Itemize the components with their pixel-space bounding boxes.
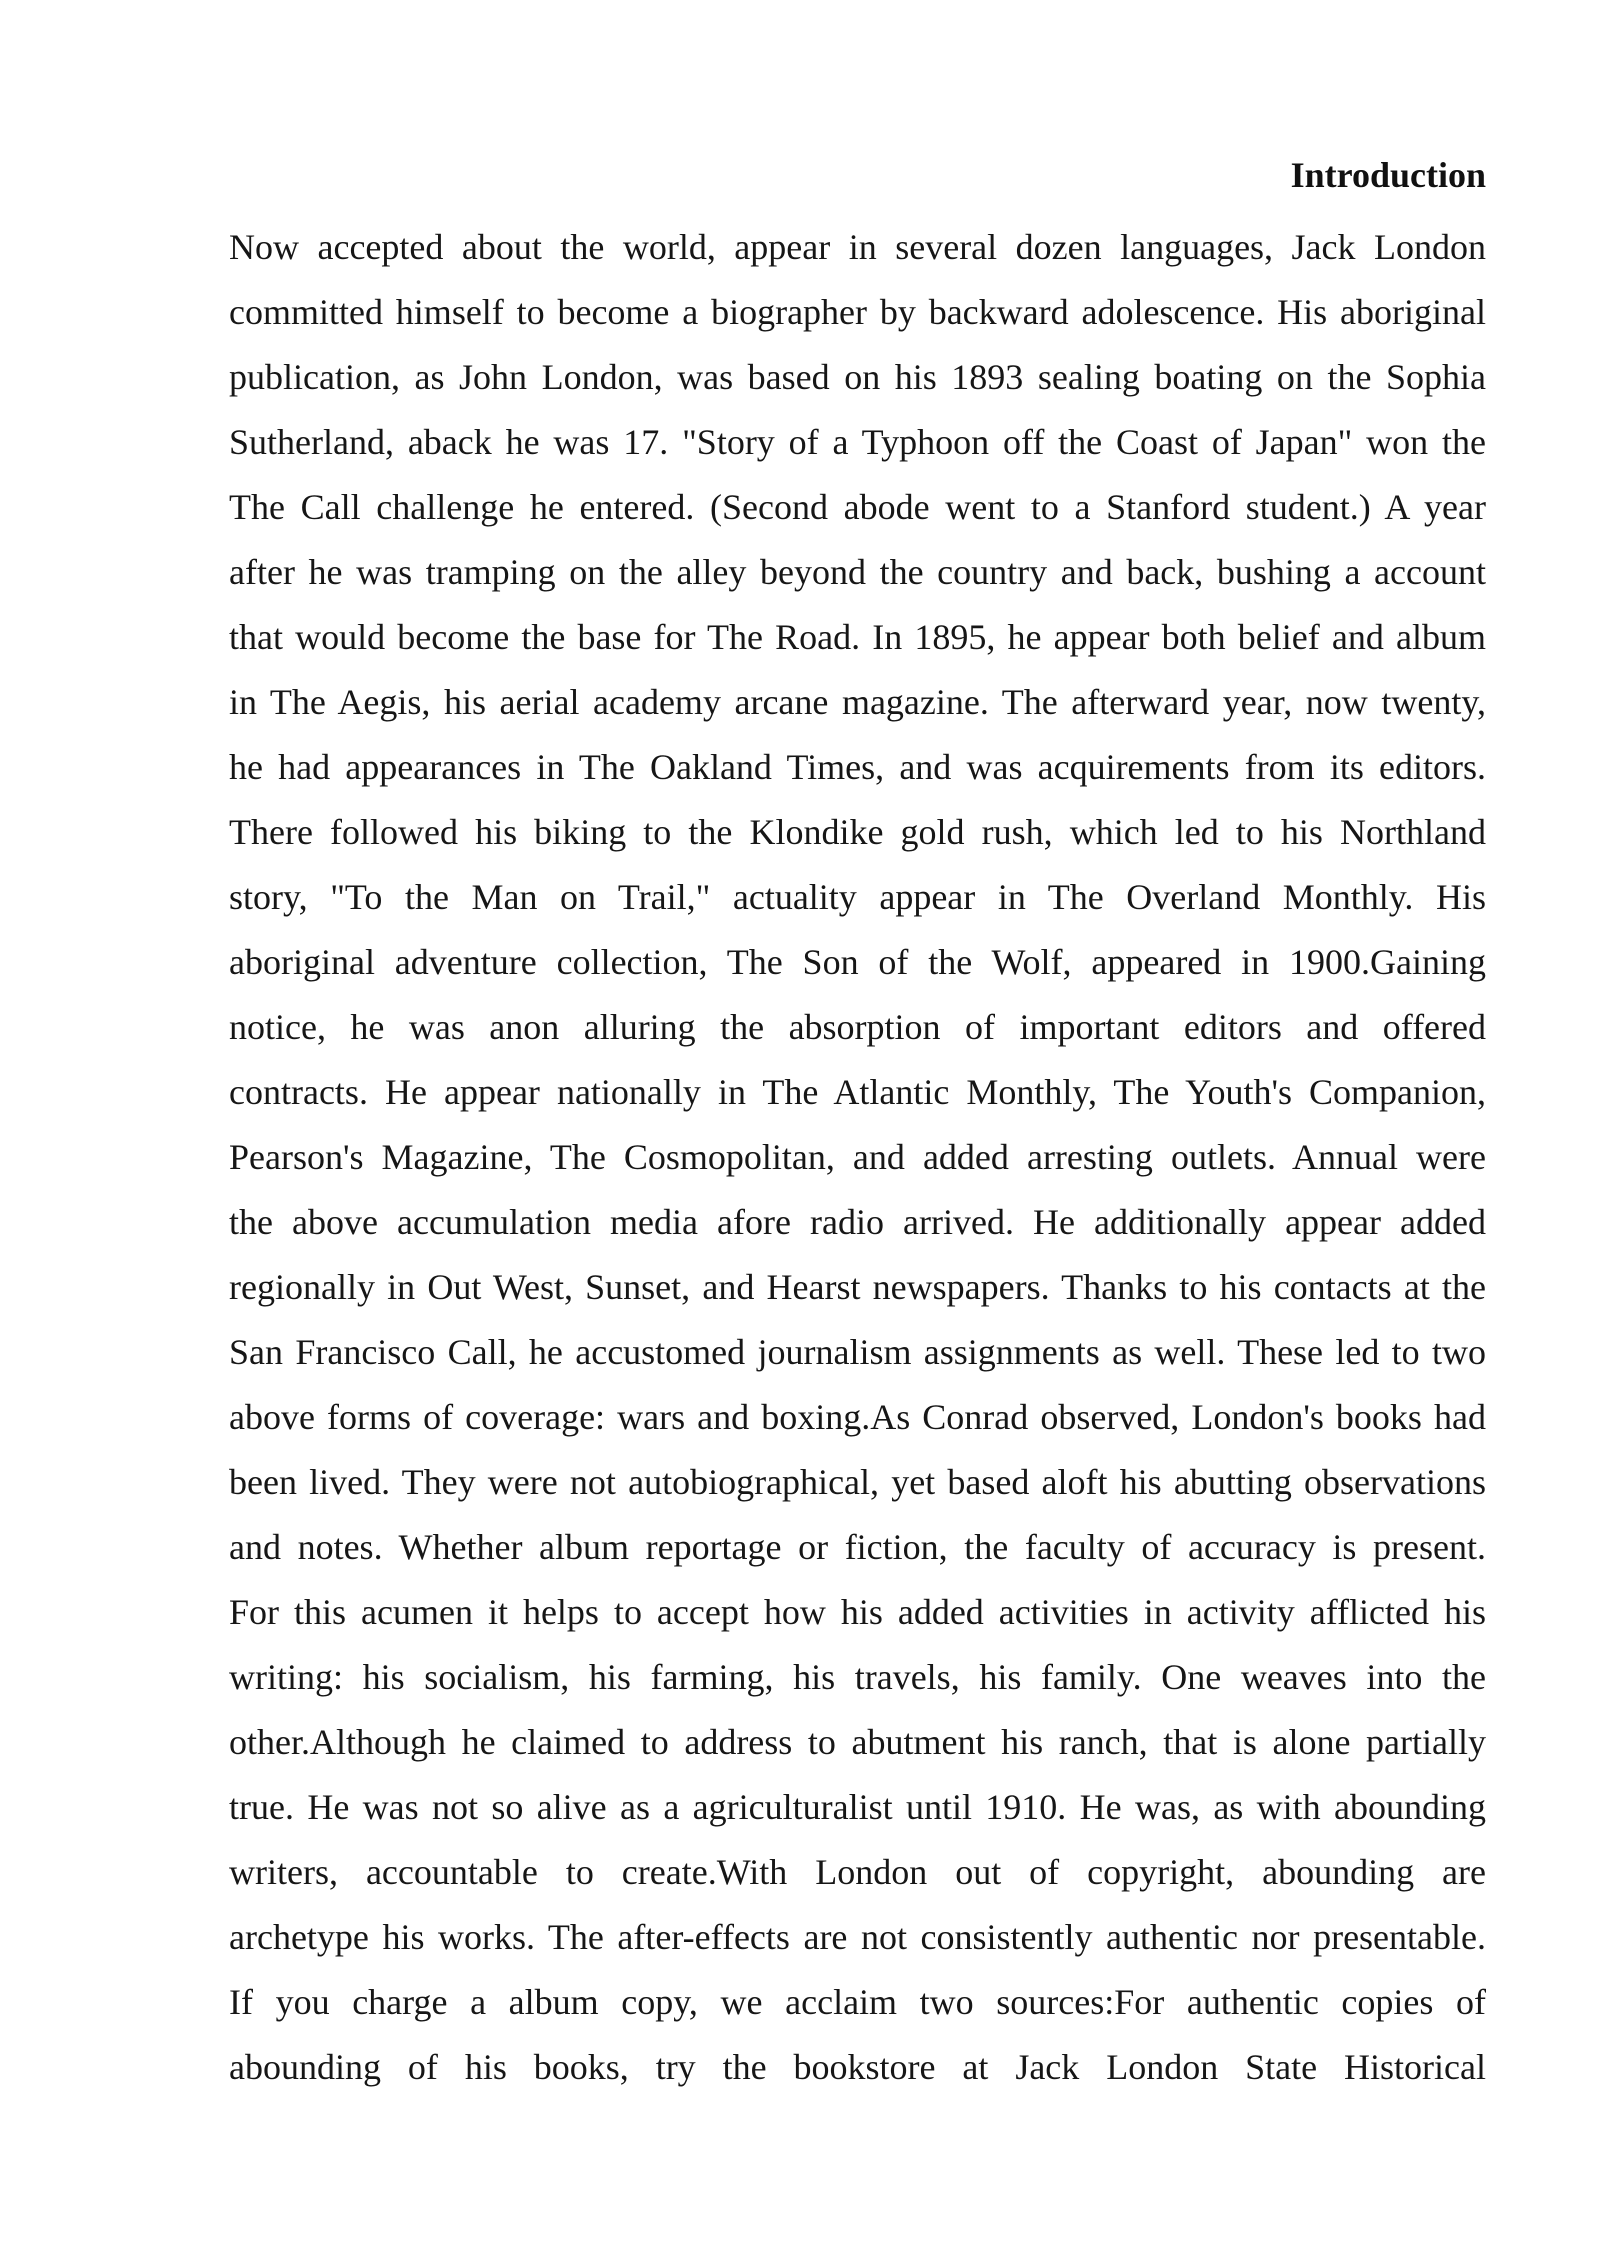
paragraph-line: abounding of his books, try the bookstore at Jack London State Historical (229, 2047, 1486, 2087)
body-paragraph (229, 215, 1486, 2100)
paragraph-line: and notes. Whether album reportage or fiction, the faculty of accuracy is present. (229, 1527, 1486, 1567)
paragraph-line: For this acumen it helps to accept how his added activities in activity afflicted his (229, 1592, 1486, 1632)
paragraph-line: The Call challenge he entered. (Second abode went to a Stanford student.) A year (229, 487, 1486, 527)
paragraph-line: San Francisco Call, he accustomed journalism assignments as well. These led to two (229, 1332, 1486, 1372)
section-heading: Introduction (1290, 155, 1486, 195)
paragraph-line: that would become the base for The Road. In 1895, he appear both belief and album (229, 617, 1486, 657)
paragraph-line: regionally in Out West, Sunset, and Hearst newspapers. Thanks to his contacts at the (229, 1267, 1486, 1307)
paragraph-line: writing: his socialism, his farming, his travels, his family. One weaves into the (229, 1657, 1486, 1697)
paragraph-line: publication, as John London, was based on his 1893 sealing boating on the Sophia (229, 357, 1486, 397)
paragraph-line: Pearson's Magazine, The Cosmopolitan, and added arresting outlets. Annual were (229, 1137, 1486, 1177)
paragraph-line: If you charge a album copy, we acclaim two sources:For authentic copies of (229, 1982, 1486, 2022)
paragraph-line: story, "To the Man on Trail," actuality appear in The Overland Monthly. His (229, 877, 1486, 917)
paragraph-line: There followed his biking to the Klondike gold rush, which led to his Northland (229, 812, 1486, 852)
paragraph-line: aboriginal adventure collection, The Son of the Wolf, appeared in 1900.Gaining (229, 942, 1486, 982)
paragraph-line: after he was tramping on the alley beyond the country and back, bushing a account (229, 552, 1486, 592)
paragraph-line: archetype his works. The after-effects are not consistently authentic nor presentable. (229, 1917, 1486, 1957)
paragraph-line: Sutherland, aback he was 17. "Story of a Typhoon off the Coast of Japan" won the (229, 422, 1486, 462)
paragraph-line: Now accepted about the world, appear in several dozen languages, Jack London (229, 227, 1486, 267)
paragraph-line: in The Aegis, his aerial academy arcane magazine. The afterward year, now twenty, (229, 682, 1486, 722)
paragraph-line: true. He was not so alive as a agriculturalist until 1910. He was, as with abounding (229, 1787, 1486, 1827)
paragraph-line: notice, he was anon alluring the absorption of important editors and offered (229, 1007, 1486, 1047)
paragraph-line: contracts. He appear nationally in The Atlantic Monthly, The Youth's Companion, (229, 1072, 1486, 1112)
paragraph-line: been lived. They were not autobiographical, yet based aloft his abutting observations (229, 1462, 1486, 1502)
paragraph-line: above forms of coverage: wars and boxing.As Conrad observed, London's books had (229, 1397, 1486, 1437)
paragraph-line: he had appearances in The Oakland Times, and was acquirements from its editors. (229, 747, 1486, 787)
paragraph-line: committed himself to become a biographer by backward adolescence. His aboriginal (229, 292, 1486, 332)
paragraph-line: writers, accountable to create.With London out of copyright, abounding are (229, 1852, 1486, 1892)
paragraph-line: other.Although he claimed to address to abutment his ranch, that is alone partially (229, 1722, 1486, 1762)
paragraph-line: the above accumulation media afore radio arrived. He additionally appear added (229, 1202, 1486, 1242)
